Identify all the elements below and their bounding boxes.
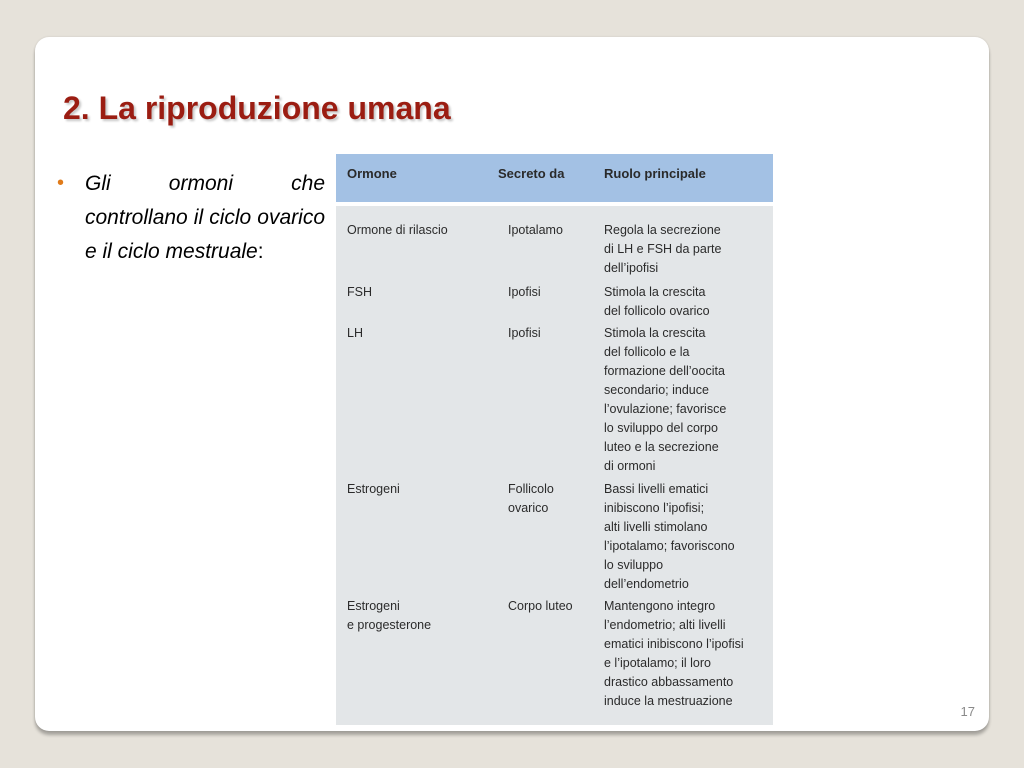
table-cell-secreto [508,221,600,240]
bullet-point [57,167,325,269]
cell-line: Stimola la crescita [604,285,706,299]
cell-line: inibiscono l’ipofisi; [604,501,705,515]
header-ormone: Ormone [347,166,397,181]
cell-line: l’ipotalamo; favoriscono [604,539,735,553]
table-cell-ruolo [604,221,769,278]
bullet-dot-icon: • [57,172,65,194]
bullet-text-suffix: : [257,240,264,263]
table-cell-ormone [347,221,507,240]
table-cell-ruolo [604,324,769,476]
cell-line: del follicolo e la [604,345,690,359]
cell-line: lo sviluppo [604,558,664,572]
cell-line: Ipotalamo [508,223,563,237]
table-row [336,324,773,479]
bullet-text [85,167,325,269]
slide [35,37,989,731]
cell-line: l’ovulazione; favorisce [604,402,727,416]
table-row [336,480,773,595]
table-cell-ormone [347,283,507,302]
table-cell-ruolo [604,597,769,711]
hormone-table [336,154,773,725]
cell-line: Ipofisi [508,326,541,340]
cell-line: di ormoni [604,459,656,473]
cell-line: Estrogeni [347,482,400,496]
table-row [336,221,773,281]
cell-line: Ipofisi [508,285,541,299]
cell-line: ematici inibiscono l’ipofisi [604,637,744,651]
table-cell-ormone [347,480,507,499]
cell-line: induce la mestruazione [604,694,733,708]
cell-line: alti livelli stimolano [604,520,708,534]
table-cell-secreto [508,597,600,616]
cell-line: luteo e la secrezione [604,440,719,454]
table-cell-secreto [508,283,600,302]
cell-line: Follicolo [508,482,554,496]
cell-line: Mantengono integro [604,599,716,613]
cell-line: Corpo luteo [508,599,573,613]
cell-line: e l’ipotalamo; il loro [604,656,711,670]
cell-line: e progesterone [347,618,432,632]
header-secreto-da: Secreto da [498,166,565,181]
cell-line: Estrogeni [347,599,400,613]
cell-line: lo sviluppo del corpo [604,421,718,435]
page-number: 17 [960,704,975,719]
table-row [336,597,773,717]
cell-line: di LH e FSH da parte [604,242,722,256]
cell-line: FSH [347,285,372,299]
table-cell-secreto [508,480,600,518]
header-ruolo-principale: Ruolo principale [604,166,706,181]
cell-line: del follicolo ovarico [604,304,710,318]
table-cell-ormone [347,597,507,635]
cell-line: formazione dell’oocita [604,364,725,378]
cell-line: ovarico [508,501,549,515]
cell-line: dell’endometrio [604,577,689,591]
cell-line: Bassi livelli ematici [604,482,709,496]
cell-line: Stimola la crescita [604,326,706,340]
cell-line: drastico abbassamento [604,675,734,689]
cell-line: LH [347,326,363,340]
table-cell-ruolo [604,480,769,594]
table-cell-ormone [347,324,507,343]
cell-line: Ormone di rilascio [347,223,448,237]
cell-line: l’endometrio; alti livelli [604,618,726,632]
table-cell-secreto [508,324,600,343]
cell-line: dell’ipofisi [604,261,659,275]
table-header [336,154,773,206]
slide-title: 2. La riproduzione umana [63,90,451,126]
table-cell-ruolo [604,283,769,321]
bullet-text-italic: Gli ormoni che controllano il ciclo ovarico e il ciclo mestruale [85,172,325,263]
table-row [336,283,773,323]
cell-line: Regola la secrezione [604,223,721,237]
cell-line: secondario; induce [604,383,709,397]
